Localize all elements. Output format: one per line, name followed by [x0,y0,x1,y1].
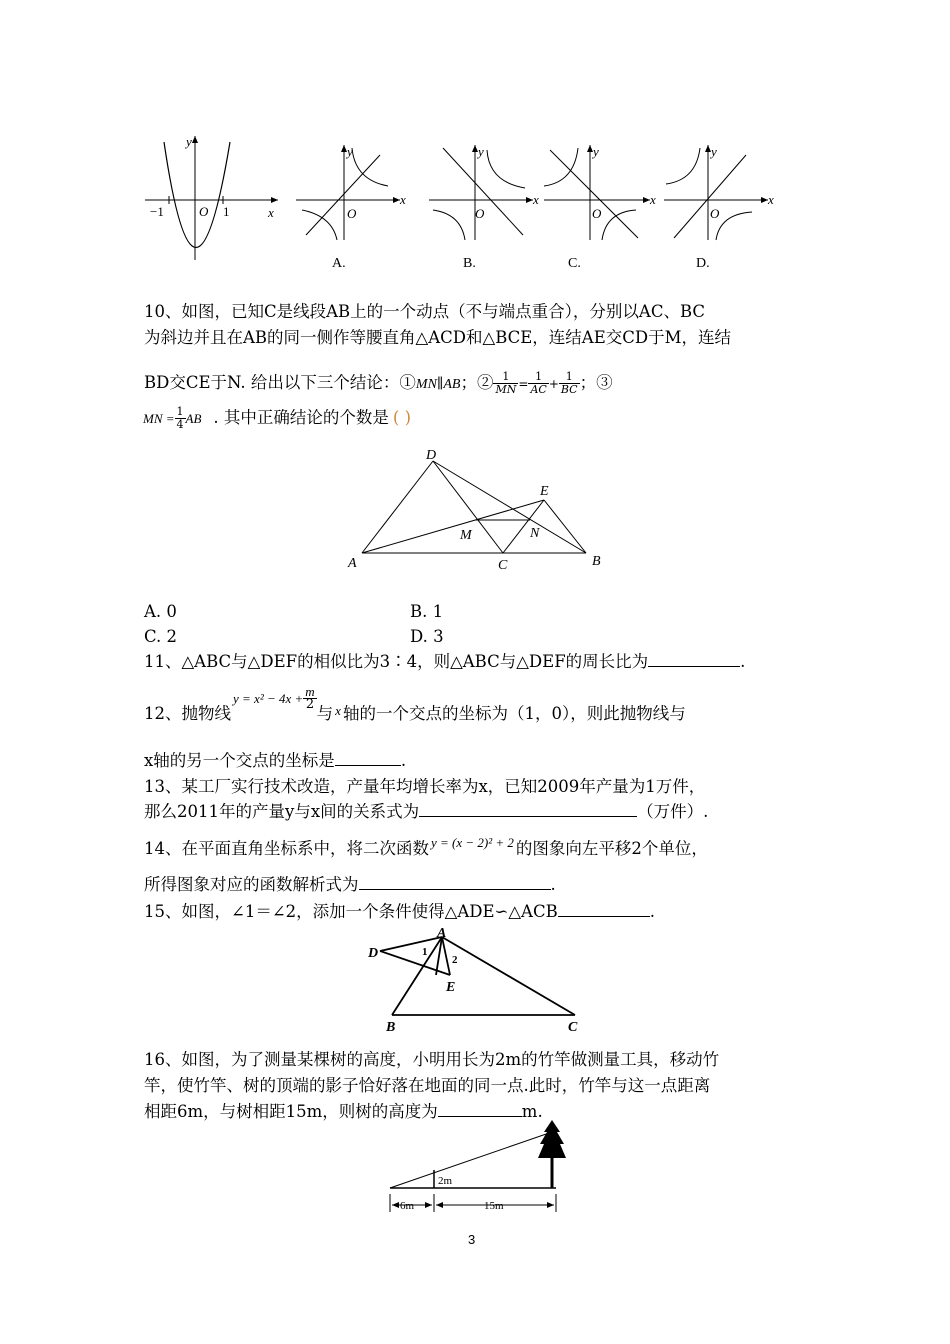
q10-option-d: D. 3 [410,627,444,646]
answer-blank [438,1102,522,1117]
conclusion-1: MN∥AB [415,377,461,392]
figure-q16-tree-shadow [380,1118,570,1216]
fraction-1-over-bc: $\frac{1}{BC}$ [560,370,578,396]
q15-line: 15、如图，∠1＝∠2，添加一个条件使得△ADE∽△ACB . [144,902,655,921]
tree-icon [538,1120,566,1158]
graph-option-c [540,140,665,275]
option-a-label: A. [332,256,346,271]
label-M: M [460,528,472,543]
q14-line1: 14、在平面直角坐标系中，将二次函数 $^{y = (x - 2)^2 + 2}$ 的图象向左平移2个单位， [144,835,708,858]
label-B: B [386,1020,396,1035]
answer-blank [335,751,401,766]
svg-text:O: O [592,206,602,221]
q12-line2: x轴的另一个交点的坐标是 . [144,751,407,770]
tick-neg1: −1 [150,204,164,219]
svg-text:x: x [533,192,539,207]
tree-distance-label: 15m [484,1200,504,1212]
label-E: E [446,980,456,995]
page-number: 3 [468,1232,476,1247]
label-E: E [540,484,549,499]
answer-blank [359,875,551,890]
tick-pos1: 1 [223,204,230,219]
graph-reference-parabola [140,128,290,268]
option-b-label: B. [463,256,476,271]
label-D: D [368,946,379,961]
q12-line1: 12、抛物线y = x² − 4x + $\frac{m}{2}$ 与 $^x$ 轴的一个交点的坐标为（1，0），则此抛物线与 [144,684,686,723]
graph-option-d [660,140,785,275]
answer-paren: ( ) [392,408,412,427]
svg-text:y: y [593,144,599,159]
origin-label: O [199,204,209,219]
q10-option-a: A. 0 [144,602,177,621]
graph-option-a [292,140,417,275]
option-c-label: C. [568,256,581,271]
svg-text:O: O [475,206,485,221]
svg-text:y: y [478,144,484,159]
pole-height-label: 2m [438,1175,453,1187]
q16-line2: 竿，使竹竿、树的顶端的影子恰好落在地面的同一点.此时，竹竿与这一点距离 [144,1076,711,1095]
label-A: A [348,556,357,571]
svg-text:O: O [710,206,720,221]
option-d-label: D. [696,256,710,271]
svg-text:O: O [347,206,357,221]
label-N: N [530,526,540,541]
svg-text:x: x [400,192,406,207]
q10-line3: BD交CE于N. 给出以下三个结论：①MN∥AB；② $\frac{1}{MN}$ = $\frac{1}{AC}$ + $\frac{1}{BC}$ ；③ [144,370,613,396]
q10-line4: MN = $\frac{1}{4}$ AB . 其中正确结论的个数是 ( ) [143,405,412,431]
q10-line1: 10、如图，已知C是线段AB上的一个动点（不与端点重合），分别以AC、BC [144,302,706,321]
answer-blank [419,802,637,817]
q10-option-b: B. 1 [410,602,444,621]
svg-text:y: y [347,144,353,159]
q13-line2: 那么2011年的产量y与x间的关系式为 （万件）. [144,802,709,821]
q14-line2: 所得图象对应的函数解析式为 . [144,875,556,894]
label-C: C [568,1020,578,1035]
label-D: D [426,448,437,463]
figure-q15-triangles [360,925,595,1035]
fraction-1-over-4: $\frac{1}{4}$ [176,405,184,431]
q13-line1: 13、某工厂实行技术改造，产量年均增长率为x，已知2009年产量为1万件， [144,777,706,796]
x-axis-label: x [268,205,274,220]
q10-line2: 为斜边并且在AB的同一侧作等腰直角△ACD和△BCE，连结AE交CD于M，连结 [144,328,731,347]
angle-1: 1 [422,946,428,958]
svg-text:y: y [711,144,717,159]
q12-formula: y = x² − 4x + [233,691,304,706]
figure-q10-triangles [340,445,620,575]
svg-text:x: x [768,192,774,207]
q16-line1: 16、如图，为了测量某棵树的高度，小明用长为2m的竹竿做测量工具，移动竹 [144,1050,720,1069]
angle-2: 2 [452,954,458,966]
svg-text:x: x [650,192,656,207]
graph-option-b [425,140,550,275]
answer-blank [558,902,650,917]
label-C: C [498,558,508,573]
q16-line3: 相距6m，与树相距15m，则树的高度为 m. [144,1102,543,1121]
fraction-1-over-ac: $\frac{1}{AC}$ [530,370,547,396]
fraction-1-over-mn: $\frac{1}{MN}$ [495,370,517,396]
y-axis-label: y [186,134,192,149]
q11-line: 11、△ABC与△DEF的相似比为3∶4，则△ABC与△DEF的周长比为 . [144,652,746,671]
q14-formula: y = (x − 2)² + 2 [431,835,514,850]
shadow-distance-label: 6m [400,1200,415,1212]
label-A: A [437,926,447,941]
answer-blank [648,652,740,667]
label-B: B [592,554,601,569]
q10-option-c: C. 2 [144,627,178,646]
